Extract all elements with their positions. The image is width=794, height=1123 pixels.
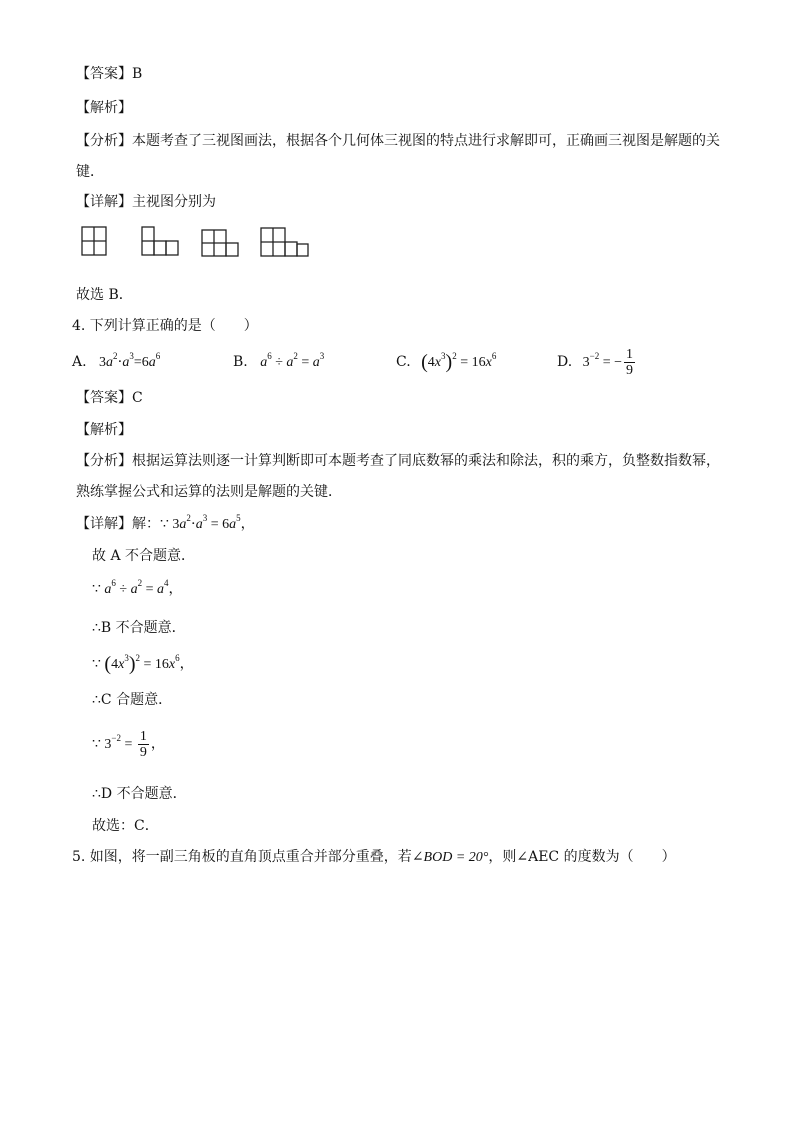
q5-stem-suffix: ，则∠AEC 的度数为（ ） — [488, 849, 676, 865]
q4-detail-step1 — [76, 514, 255, 535]
q3-analysis-heading: 【解析】 — [76, 100, 132, 116]
q4-analysis-line1: 【分析】根据运算法则逐一计算判断即可本题考查了同底数幂的乘法和除法，积的乘方，负整数指数幂， — [76, 453, 720, 469]
q4-step3-note: ∴C 合题意． — [92, 692, 173, 708]
q4-option-b-expr: $a^6 \div a^2 = a^3$ — [260, 351, 325, 370]
front-view-4 — [261, 228, 308, 256]
q5-stem-prefix: 5. 如图，将一副三角板的直角顶点重合并部分重叠，若 — [72, 849, 412, 865]
q4-answer: 【答案】C — [76, 390, 143, 406]
q3-analysis-line1: 【分析】本题考查了三视图画法，根据各个几何体三视图的特点进行求解即可，正确画三视图是解题的关 — [76, 133, 720, 149]
q4-option-a-expr: $3a^2\cdot a^3=6a^6$ — [99, 351, 161, 370]
q4-conclusion: 故选：C． — [92, 818, 159, 834]
q4-option-b-label: B. — [233, 354, 248, 370]
q4-option-d-label: D. — [557, 354, 573, 370]
q4-option-b — [233, 352, 324, 373]
q5-stem — [72, 847, 676, 868]
q4-stem: 4. 下列计算正确的是（ ） — [72, 318, 258, 334]
front-view-1 — [82, 227, 106, 255]
q4-option-c-expr: $(4x^3)^2 = 16x^6$ — [421, 351, 497, 373]
q4-option-d — [557, 346, 637, 379]
q4-step1-expr: ∵ $3a^2\cdot a^3 = 6a^5$， — [160, 513, 255, 532]
q3-detail: 【详解】主视图分别为 — [76, 194, 216, 210]
front-view-2 — [142, 227, 178, 255]
q4-analysis-line2: 熟练掌握公式和运算的法则是解题的关键． — [76, 484, 342, 500]
q3-analysis-line2: 键． — [76, 164, 104, 180]
q3-answer: 【答案】B — [76, 66, 143, 82]
q4-step2-expr: ∵ $a^6 \div a^2 = a^4$， — [92, 578, 183, 597]
q4-detail-label: 【详解】解： — [76, 516, 160, 532]
front-view-3 — [202, 230, 238, 256]
q4-analysis-heading: 【解析】 — [76, 422, 132, 438]
q5-stem-math: ∠BOD = 20° — [411, 850, 489, 865]
q4-option-a — [72, 352, 160, 373]
front-views-figure — [78, 224, 318, 260]
q4-step4-note: ∴D 不合题意． — [92, 786, 187, 802]
q4-option-c — [396, 352, 496, 373]
q4-option-c-label: C. — [396, 354, 411, 370]
q4-step3-expr: ∵ $(4x^3)^2 = 16x^6$， — [92, 653, 194, 675]
q3-choose: 故选 B． — [76, 287, 133, 303]
q4-step4-expr: ∵ $3^{-2}$ = $\frac{1}{9}$ ， — [92, 729, 165, 761]
q4-option-a-label: A. — [72, 354, 87, 370]
q4-step1-note: 故 A 不合题意． — [92, 548, 196, 564]
q4-option-d-expr: $3^{-2}$ = − $\frac{1}{9}$ — [582, 347, 634, 379]
q4-step2-note: ∴B 不合题意． — [92, 620, 186, 636]
